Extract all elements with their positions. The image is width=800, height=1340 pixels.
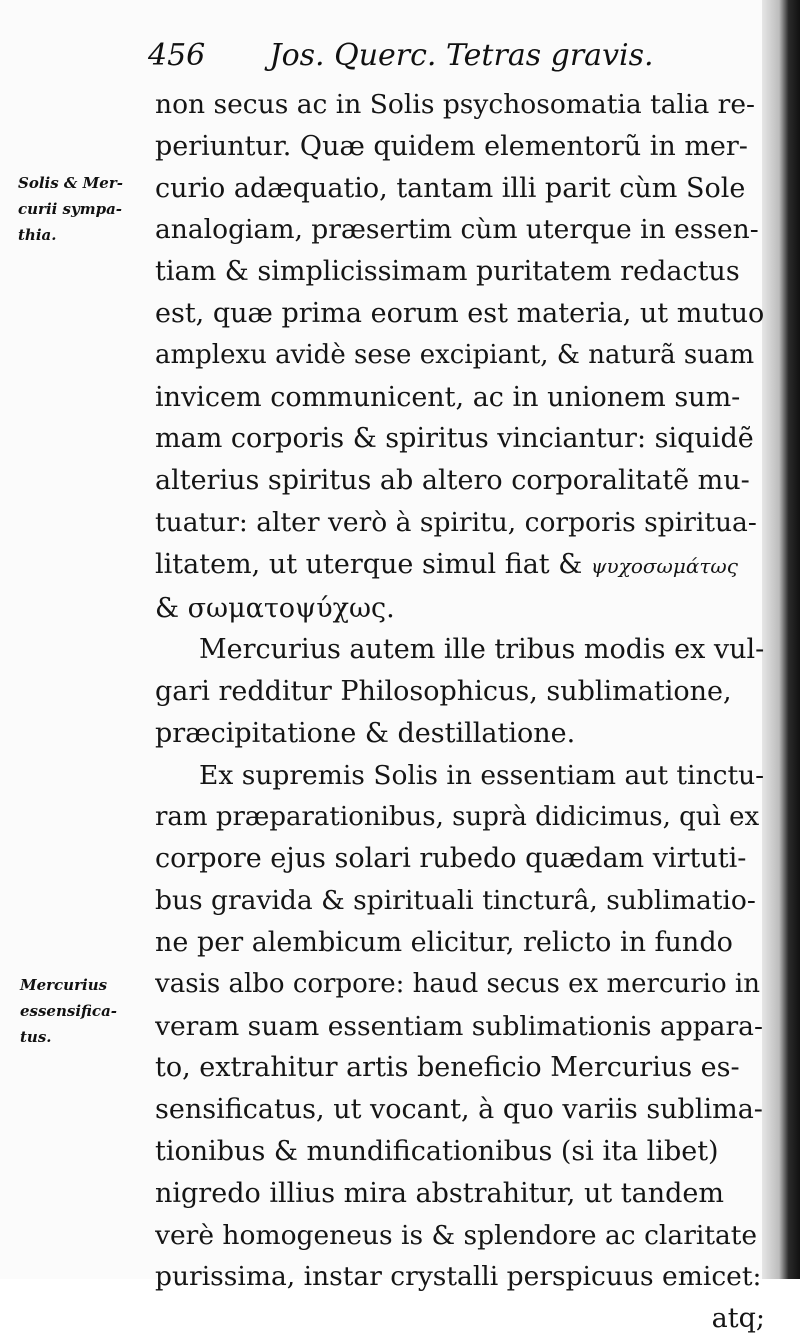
text-line: to, extrahitur artis beneficio Mercurius es- (155, 1052, 740, 1084)
text-line: tuatur: alter verò à spiritu, corporis spiritua- (155, 506, 757, 538)
greek-word: ψυχοσωμάτως (590, 553, 738, 578)
running-head (148, 34, 748, 78)
text-line: vasis albo corpore: haud secus ex mercurio in (155, 968, 760, 999)
text-line: mam corporis & spiritus vinciantur: siquidẽ (155, 423, 754, 455)
margin-note-sympathia (18, 170, 123, 248)
text-line: alterius spiritus ab altero corporalitatẽ mu- (155, 465, 750, 497)
margin-note-line: Mercurius (20, 976, 108, 994)
text-line: purissima, instar crystalli perspicuus emicet: (155, 1261, 762, 1293)
text-line: corpore ejus solari rubedo quædam virtuti- (155, 843, 747, 875)
text-line: veram suam essentiam sublimationis appara- (155, 1010, 763, 1042)
text-line: verè homogeneus is & splendore ac claritate (155, 1219, 758, 1251)
margin-note-line: Solis & Mer- (18, 174, 123, 192)
text-line: nigredo illius mira abstrahitur, ut tandem (155, 1177, 724, 1209)
text-segment: litatem, ut uterque simul fiat & (155, 548, 583, 580)
text-line: amplexu avidè sese excipiant, & naturã suam (155, 339, 755, 370)
text-line: gari redditur Philosophicus, sublimatione, (155, 676, 732, 708)
text-line: invicem communicent, ac in unionem sum- (155, 381, 741, 413)
text-line: bus gravida & spirituali tincturâ, sublimatio- (155, 885, 756, 917)
catchword: atq; (711, 1303, 765, 1335)
text-line: periuntur. Quæ quidem elementorũ in mer- (155, 130, 748, 162)
text-line: sensificatus, ut vocant, à quo variis sublima- (155, 1094, 763, 1126)
text-line-with-greek (155, 544, 765, 588)
text-line: est, quæ prima eorum est materia, ut mutuo (155, 297, 765, 329)
page-edge-shadow (762, 0, 800, 1279)
text-line: curio adæquatio, tantam illi parit cùm Sole (155, 172, 746, 204)
text-line-paragraph-start: Mercurius autem ille tribus modis ex vul- (199, 634, 765, 666)
text-line: analogiam, præsertim cùm uterque in essen- (155, 214, 759, 246)
text-line-paragraph-start: Ex supremis Solis in essentiam aut tinctu- (199, 759, 765, 791)
text-line: tionibus & mundificationibus (si ita libet) (155, 1135, 719, 1167)
page-number: 456 (148, 38, 206, 73)
text-line: præcipitatione & destillatione. (155, 717, 576, 749)
margin-note-line: curii sympa- (18, 200, 123, 218)
text-line: ram præparationibus, suprà didicimus, quì ex (155, 801, 760, 832)
running-title: Jos. Querc. Tetras gravis. (269, 38, 654, 73)
margin-note-line: essensifica- (20, 1002, 118, 1020)
text-line: tiam & simplicissimam puritatem redactus (155, 256, 740, 288)
text-line: ne per alembicum elicitur, relicto in fundo (155, 926, 733, 958)
margin-note-essensificatus (20, 972, 117, 1050)
body-text (155, 84, 765, 1340)
margin-note-line: tus. (20, 1028, 52, 1046)
text-line: non secus ac in Solis psychosomatia talia re- (155, 89, 755, 120)
greek-text-line: & σωματοψύχως. (155, 592, 395, 624)
margin-note-line: thia. (18, 226, 57, 244)
